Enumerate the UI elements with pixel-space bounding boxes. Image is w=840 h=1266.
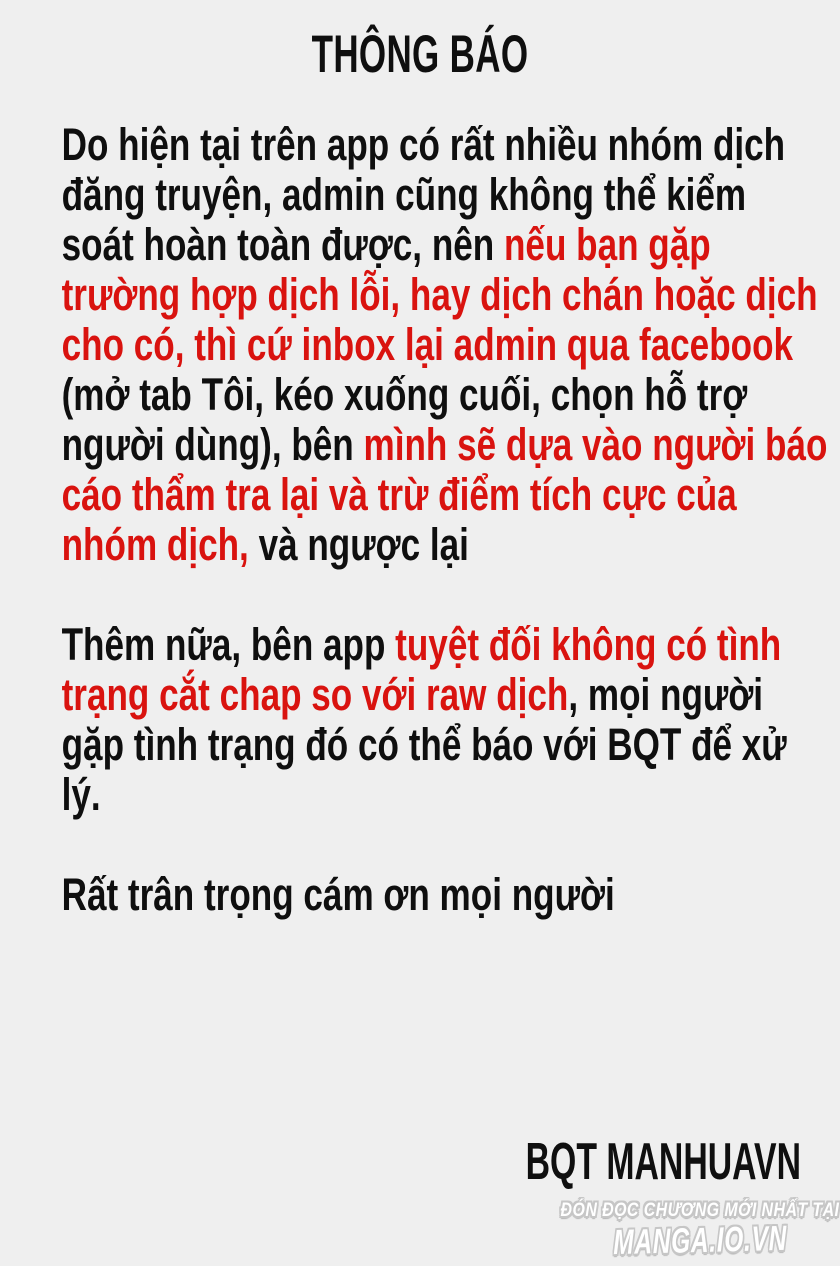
paragraph-2 [62, 620, 840, 820]
accent-segment: trường hợp dịch lỗi, hay dịch chán hoặc dịch [61, 269, 818, 320]
text-line [62, 470, 840, 520]
accent-segment: cho có, thì cứ inbox lại admin qua facebook [61, 319, 794, 370]
text-line [62, 870, 840, 920]
text-line [62, 370, 840, 420]
site-watermark [560, 1200, 840, 1263]
text-segment: , mọi người [568, 669, 764, 720]
paragraph-1 [62, 120, 840, 570]
text-segment: đăng truyện, admin cũng không thể kiểm [61, 169, 747, 220]
accent-segment: nhóm dịch, [61, 519, 249, 570]
text-line [62, 420, 840, 470]
text-segment: gặp tình trạng đó có thể báo với BQT để xử [61, 719, 787, 770]
text-line [62, 320, 840, 370]
text-line [62, 220, 840, 270]
announcement-page [0, 26, 840, 1266]
text-segment: Thêm nữa, bên app [61, 619, 396, 670]
signature-text: BQT MANHUAVN [525, 1133, 801, 1191]
text-segment: lý. [61, 769, 101, 820]
text-line [62, 270, 840, 320]
text-line [62, 670, 840, 720]
accent-segment: cáo thẩm tra lại và trừ điểm tích cực của [61, 469, 737, 520]
paragraph-3 [62, 870, 840, 920]
text-line [62, 170, 840, 220]
text-line [62, 620, 840, 670]
text-line [62, 120, 840, 170]
announcement-panel [0, 26, 840, 1266]
watermark-tagline: ĐÓN ĐỌC CHƯƠNG MỚI NHẤT TẠI [560, 1200, 840, 1221]
text-segment: (mở tab Tôi, kéo xuống cuối, chọn hỗ trợ [61, 369, 748, 420]
text-segment: soát hoàn toàn được, nên [61, 219, 504, 270]
accent-segment: mình sẽ dựa vào người báo [363, 419, 828, 470]
accent-segment: nếu bạn gặp [503, 219, 711, 270]
text-line [62, 720, 840, 770]
text-segment: Rất trân trọng cám ơn mọi người [61, 869, 615, 920]
watermark-site-name: MANGA.IO.VN [612, 1218, 788, 1263]
text-segment: người dùng), bên [61, 419, 364, 470]
text-line [62, 770, 840, 820]
accent-segment: trạng cắt chap so với raw dịch [61, 669, 569, 720]
accent-segment: tuyệt đối không có tình [395, 619, 782, 670]
announcement-body [0, 120, 840, 920]
text-segment: Do hiện tại trên app có rất nhiều nhóm dịch [61, 119, 786, 170]
page-title: THÔNG BÁO [311, 25, 529, 84]
text-line [62, 520, 840, 570]
text-segment: và ngược lại [248, 519, 469, 570]
